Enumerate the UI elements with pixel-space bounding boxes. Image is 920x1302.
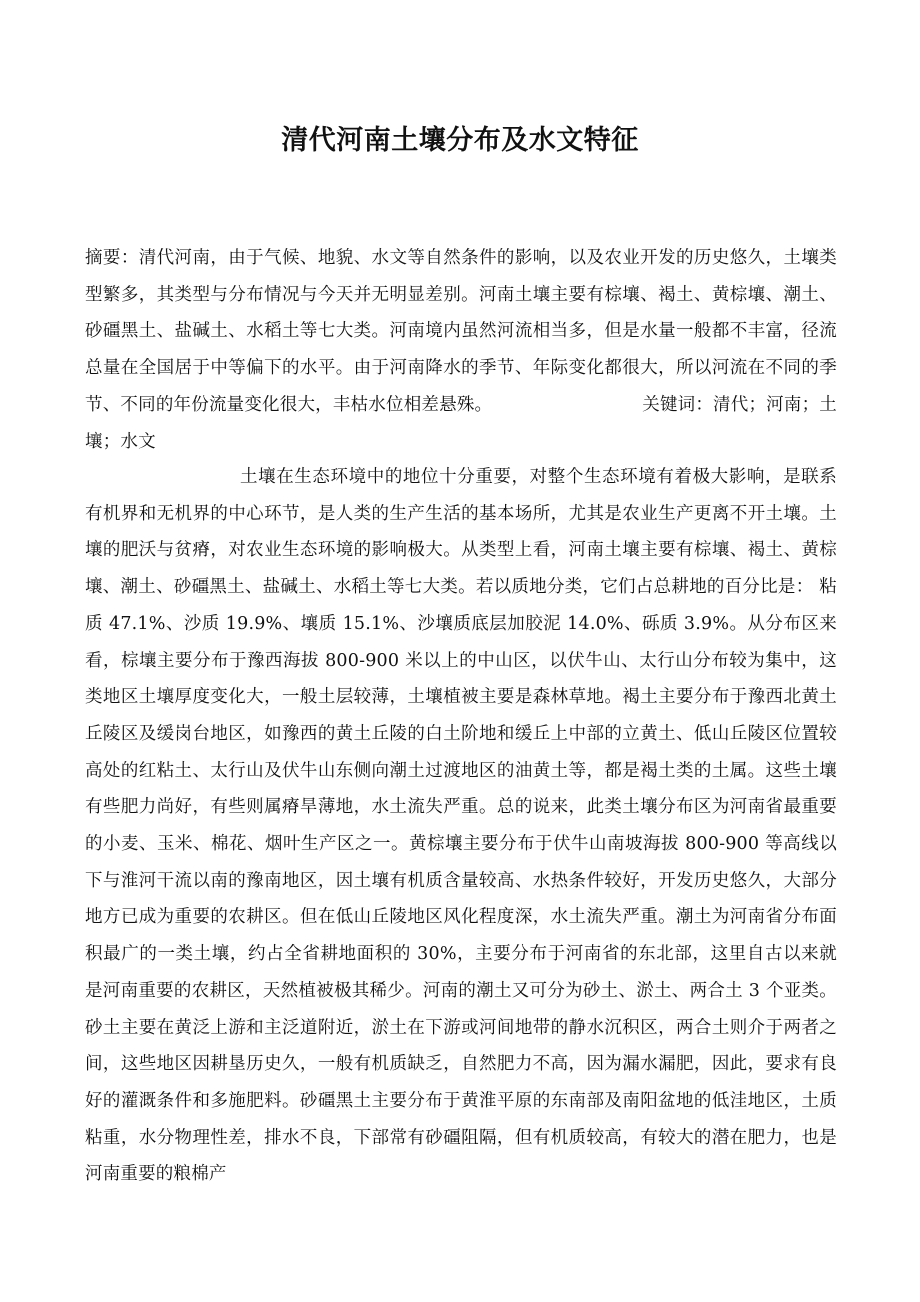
keywords-text: 关键词：清代；河南；土壤；水文 — [85, 394, 837, 452]
main-body-paragraph: 土壤在生态环境中的地位十分重要，对整个生态环境有着极大影响，是联系有机界和无机界的中心环节，是人类的生产生活的基本场所，尤其是农业生产更离不开土壤。土壤的肥沃与贫瘠，对农业生态环境的影响极大。从类型上看，河南土壤主要有棕壤、褐土、黄棕壤、潮土、砂礓黑土、盐碱土、水稻土等七大类。若以质地分类，它们占总耕地的百分比是： 粘质 47.1%、沙质 19.9%、壤质 15.1%、沙壤质底层加胶泥 14.0%、砾质 3.9%。从分布区来看，棕壤主要分布于豫西海拔 800-900 米以上的中山区，以伏牛山、太行山分布较为集中，这类地区土壤厚度变化大，一般土层较薄，土壤植被主要是森林草地。褐土主要分布于豫西北黄土丘陵区及缓岗台地区，如豫西的黄土丘陵的白土阶地和缓丘上中部的立黄土、低山丘陵区位置较高处的红粘土、太行山及伏牛山东侧向潮土过渡地区的油黄土等，都是褐土类的土属。这些土壤有些肥力尚好，有些则属瘠旱薄地，水土流失严重。总的说来，此类土壤分布区为河南省最重要的小麦、玉米、棉花、烟叶生产区之一。黄棕壤主要分布于伏牛山南坡海拔 800-900 等高线以下与淮河干流以南的豫南地区，因土壤有机质含量较高、水热条件较好，开发历史悠久，大部分地方已成为重要的农耕区。但在低山丘陵地区风化程度深，水土流失严重。潮土为河南省分布面积最广的一类土壤，约占全省耕地面积的 30%，主要分布于河南省的东北部，这里自古以来就是河南重要的农耕区，天然植被极其稀少。河南的潮土又可分为砂土、淤土、两合土 3 个亚类。砂土主要在黄泛上游和主泛道附近，淤土在下游或河间地带的静水沉积区，两合土则介于两者之间，这些地区因耕垦历史久，一般有机质缺乏，自然肥力不高，因为漏水漏肥，因此，要求有良好的灌溉条件和多施肥料。砂礓黑土主要分布于黄淮平原的东南部及南阳盆地的低洼地区，土质粘重，水分物理性差，排水不良，下部常有砂礓阻隔，但有机质较高，有较大的潜在肥力，也是河南重要的粮棉产 — [85, 467, 837, 1185]
document-title: 清代河南土壤分布及水文特征 — [281, 125, 639, 156]
abstract-text: 摘要：清代河南，由于气候、地貌、水文等自然条件的影响，以及农业开发的历史悠久，土壤类型繁多，其类型与分布情况与今天并无明显差别。河南土壤主要有棕壤、褐土、黄棕壤、潮土、砂礓黑土、盐碱土、水稻土等七大类。河南境内虽然河流相当多，但是水量一般都不丰富，径流总量在全国居于中等偏下的水平。由于河南降水的季节、年际变化都很大，所以河流在不同的季节、不同的年份流量变化很大，丰枯水位相差悬殊。 — [85, 248, 837, 415]
abstract-paragraph — [85, 240, 837, 460]
